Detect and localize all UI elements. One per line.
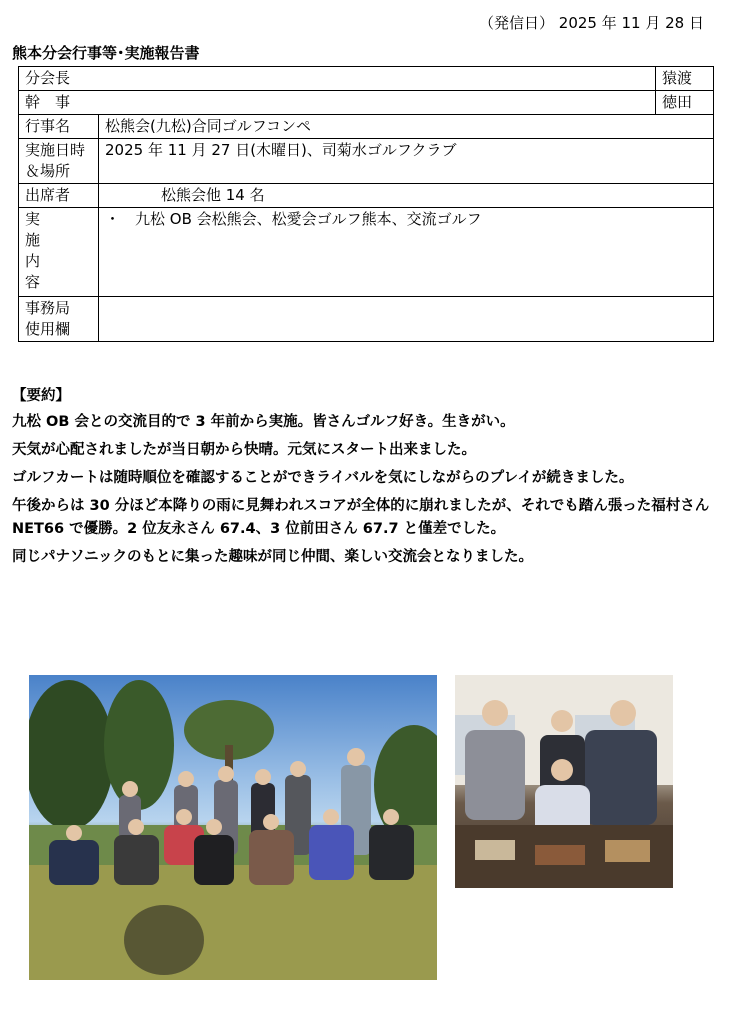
office-row — [19, 297, 714, 342]
content-label-char: 実 — [25, 210, 41, 228]
attendees-label: 出席者 — [19, 184, 99, 208]
summary-paragraph: 同じパナソニックのもとに集った趣味が同じ仲間、楽しい交流会となりました。 — [12, 549, 533, 565]
event-name-row — [19, 115, 714, 139]
golf-photo-illustration — [29, 675, 437, 980]
datetime-label-line2: ＆場所 — [25, 162, 71, 180]
content-label-char: 施 — [25, 231, 41, 249]
content-row — [19, 208, 714, 297]
summary-paragraph: ゴルフカートは随時順位を確認することができライバルを気にしながらのプレイが続きました。 — [12, 470, 634, 486]
summary-section — [12, 384, 728, 574]
dinner-group-photo — [455, 675, 673, 888]
summary-paragraph: 天気が心配されましたが当日朝から快晴。元気にスタート出来ました。 — [12, 442, 476, 458]
branch-head-label: 分会長 — [19, 67, 656, 91]
document-title: 熊本分会行事等･実施報告書 — [12, 44, 200, 62]
office-label-line1: 事務局 — [25, 299, 71, 317]
summary-paragraph: 九松 OB 会との交流目的で 3 年前から実施。皆さんゴルフ好き。生きがい。 — [12, 414, 515, 430]
summary-heading: 【要約】 — [12, 388, 70, 404]
content-label-char: 内 — [25, 252, 41, 270]
office-label-line2: 使用欄 — [25, 320, 71, 338]
dinner-photo-illustration — [455, 675, 673, 888]
branch-head-row — [19, 67, 714, 91]
attendees-row — [19, 184, 714, 208]
content-label-char: 容 — [25, 273, 41, 291]
branch-head-name: 猿渡 — [656, 67, 714, 91]
event-name-label: 行事名 — [19, 115, 99, 139]
content-value: ・ 九松 OB 会松熊会、松愛会ゴルフ熊本、交流ゴルフ — [99, 208, 714, 297]
summary-paragraph: 午後からは 30 分ほど本降りの雨に見舞われスコアが全体的に崩れましたが、それでも踏ん張った福村さん NET66 で優勝。2 位友永さん 67.4、3 位前田さん 67.7 と僅差でした。 — [12, 498, 710, 537]
golf-group-photo — [29, 675, 437, 980]
datetime-label — [19, 139, 99, 184]
issue-date: （発信日） 2025 年 11 月 28 日 — [479, 14, 704, 32]
office-value — [99, 297, 714, 342]
attendees-value: 松熊会他 14 名 — [99, 184, 714, 208]
content-label — [19, 208, 99, 297]
secretary-label: 幹 事 — [19, 91, 656, 115]
event-name-value: 松熊会(九松)合同ゴルフコンペ — [99, 115, 714, 139]
datetime-value: 2025 年 11 月 27 日(木曜日)、司菊水ゴルフクラブ — [99, 139, 714, 184]
datetime-row — [19, 139, 714, 184]
datetime-label-line1: 実施日時 — [25, 141, 86, 159]
secretary-row — [19, 91, 714, 115]
secretary-name: 徳田 — [656, 91, 714, 115]
office-label — [19, 297, 99, 342]
report-table — [18, 66, 714, 342]
